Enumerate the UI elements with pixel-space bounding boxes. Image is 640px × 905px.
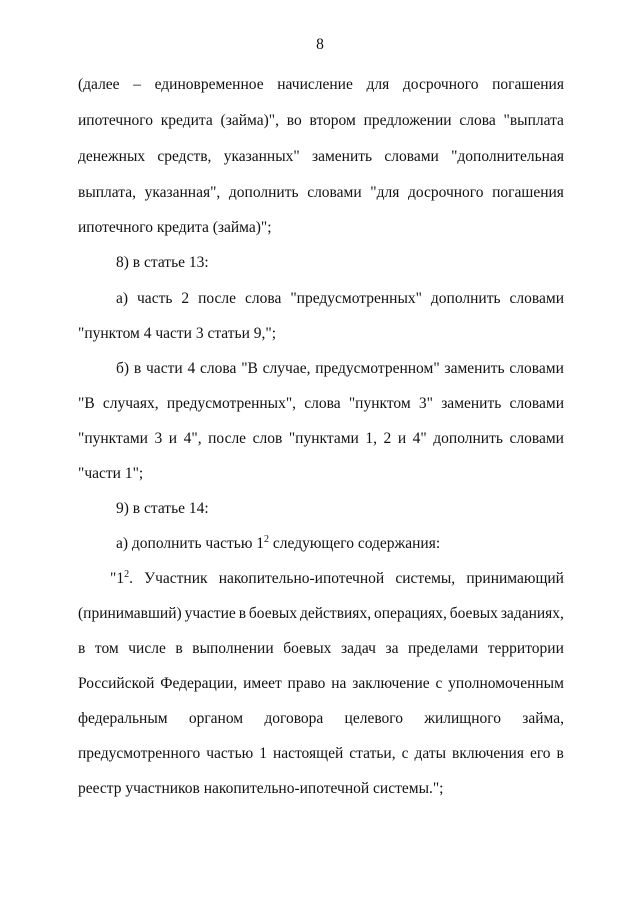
word: "пунктом <box>348 395 411 412</box>
word: право <box>287 675 326 692</box>
word: 3 <box>154 430 163 447</box>
word: уполномоченным <box>448 675 564 692</box>
word: дополнить <box>228 184 299 201</box>
word: и <box>168 430 178 447</box>
word: пределами <box>408 640 479 657</box>
text-line <box>116 290 564 308</box>
word: предложении <box>363 112 452 129</box>
word: (займа)", <box>220 112 279 129</box>
word: случаях, <box>102 395 159 412</box>
word: 1 <box>259 745 267 762</box>
word: "В <box>241 360 258 377</box>
word: слов <box>252 430 283 447</box>
text-line <box>78 148 564 166</box>
text-line: ипотечного кредита (займа)"; <box>78 219 272 236</box>
text-line <box>78 112 564 130</box>
word: жилищного <box>424 710 501 727</box>
word: на <box>331 675 347 692</box>
word: заменить <box>444 360 505 377</box>
text-line: "части 1"; <box>78 465 144 482</box>
word: 1, <box>365 430 377 447</box>
text-line <box>78 76 564 94</box>
word: целевого <box>344 710 404 727</box>
word: словами <box>307 184 362 201</box>
word: настоящей <box>272 745 344 762</box>
word: 4 <box>187 360 196 377</box>
word: для <box>366 76 390 93</box>
word: имеет <box>243 675 282 692</box>
page-number: 8 <box>316 36 324 53</box>
text-line: а) дополнить частью $1^2$ следующего содержания: <box>116 534 441 552</box>
word: начисление <box>277 76 353 93</box>
word: заданиях, <box>500 605 564 622</box>
word: погашения <box>492 76 564 93</box>
word: словами <box>509 360 564 377</box>
word: Федерации, <box>160 675 238 692</box>
word: заменить <box>311 148 373 165</box>
word: "пунктами <box>78 430 148 447</box>
word: Российской <box>78 675 155 692</box>
text-line <box>78 430 564 448</box>
word: слова <box>200 360 237 377</box>
word: в <box>556 745 564 762</box>
text-line <box>78 395 564 413</box>
word: участие <box>184 605 236 622</box>
word: включения <box>452 745 524 762</box>
word: (далее <box>78 76 120 93</box>
word: слова <box>459 112 496 129</box>
word: действиях, <box>299 605 372 622</box>
word: займа, <box>522 710 564 727</box>
word: кредита <box>160 112 213 129</box>
word: федеральным <box>78 710 168 727</box>
word: (принимавший) <box>78 605 182 622</box>
word: заключение <box>352 675 430 692</box>
word: часть <box>137 290 173 307</box>
word: словами <box>509 395 564 412</box>
word: 4", <box>183 430 202 447</box>
word: с <box>401 745 409 762</box>
word: – <box>133 76 141 93</box>
word: предусмотренном" <box>315 360 440 377</box>
text-line <box>78 184 564 202</box>
word: после <box>198 290 237 307</box>
word: втором <box>309 112 356 129</box>
word: после <box>208 430 247 447</box>
word: "пунктами <box>288 430 359 447</box>
word: его <box>529 745 551 762</box>
superscript: 2 <box>124 569 130 580</box>
word: принимающий <box>466 570 564 587</box>
word: боевых <box>248 605 298 622</box>
word: указанных" <box>223 148 300 165</box>
word: в <box>133 360 142 377</box>
word: с <box>435 675 443 692</box>
word: заменить <box>441 395 502 412</box>
word: единовременное <box>154 76 264 93</box>
word: накопительно-ипотечной <box>218 570 385 587</box>
text-line <box>78 605 564 623</box>
word: в <box>175 640 183 657</box>
word: Участник <box>144 570 208 587</box>
word: 2 <box>383 430 392 447</box>
word: "выплата <box>503 112 564 129</box>
text-line: "пунктом 4 части 3 статьи 9,"; <box>78 325 277 342</box>
word: дополнить <box>433 430 503 447</box>
word: системы, <box>395 570 456 587</box>
text-line <box>78 640 564 658</box>
word: а) <box>116 290 129 307</box>
word: досрочного <box>407 184 484 201</box>
word: в <box>238 605 247 622</box>
word: ипотечного <box>78 112 153 129</box>
word: словами <box>384 148 439 165</box>
word: предусмотренных", <box>166 395 297 412</box>
word: статьи, <box>349 745 396 762</box>
text-line <box>116 360 564 378</box>
word: "предусмотренных" <box>290 290 422 307</box>
word: предусмотренного <box>78 745 201 762</box>
word: частью <box>206 745 254 762</box>
list-item-heading: 9) в статье 14: <box>116 500 209 517</box>
text-line <box>78 745 564 763</box>
text-line: реестр участников накопительно-ипотечной системы."; <box>78 780 444 797</box>
word: слова <box>304 395 341 412</box>
word: даты <box>414 745 447 762</box>
word: "дополнительная <box>451 148 564 165</box>
word: словами <box>509 290 564 307</box>
word: во <box>286 112 302 129</box>
word: части <box>146 360 183 377</box>
text-line: "$1^2$. Участник накопительно-ипотечной системы, принимающий <box>110 569 564 587</box>
word: дополнить <box>430 290 501 307</box>
word: числе <box>128 640 166 657</box>
word: и <box>397 430 407 447</box>
word: "В <box>78 395 95 412</box>
word: за <box>385 640 399 657</box>
word: "для <box>370 184 400 201</box>
word: указанная", <box>144 184 221 201</box>
superscript: 2 <box>264 534 270 545</box>
word: операциях, <box>373 605 447 622</box>
word: договора <box>264 710 324 727</box>
word: территории <box>487 640 564 657</box>
word: выплата, <box>78 184 136 201</box>
word: досрочного <box>402 76 479 93</box>
word: денежных <box>78 148 146 165</box>
word: погашения <box>492 184 564 201</box>
word: 4" <box>412 430 427 447</box>
word: слова <box>245 290 282 307</box>
text-line <box>78 675 564 693</box>
word: б) <box>116 360 130 377</box>
list-item-heading: 8) в статье 13: <box>116 254 209 271</box>
text-line <box>78 710 564 728</box>
word: задач <box>340 640 376 657</box>
word: органом <box>188 710 244 727</box>
word: в <box>78 640 86 657</box>
word: выполнении <box>192 640 274 657</box>
word: словами <box>509 430 564 447</box>
word: боевых <box>283 640 332 657</box>
word: 3" <box>418 395 433 412</box>
word: боевых <box>449 605 498 622</box>
word: случае, <box>262 360 311 377</box>
word: 2 <box>181 290 190 307</box>
word: том <box>94 640 119 657</box>
word: средств, <box>157 148 212 165</box>
